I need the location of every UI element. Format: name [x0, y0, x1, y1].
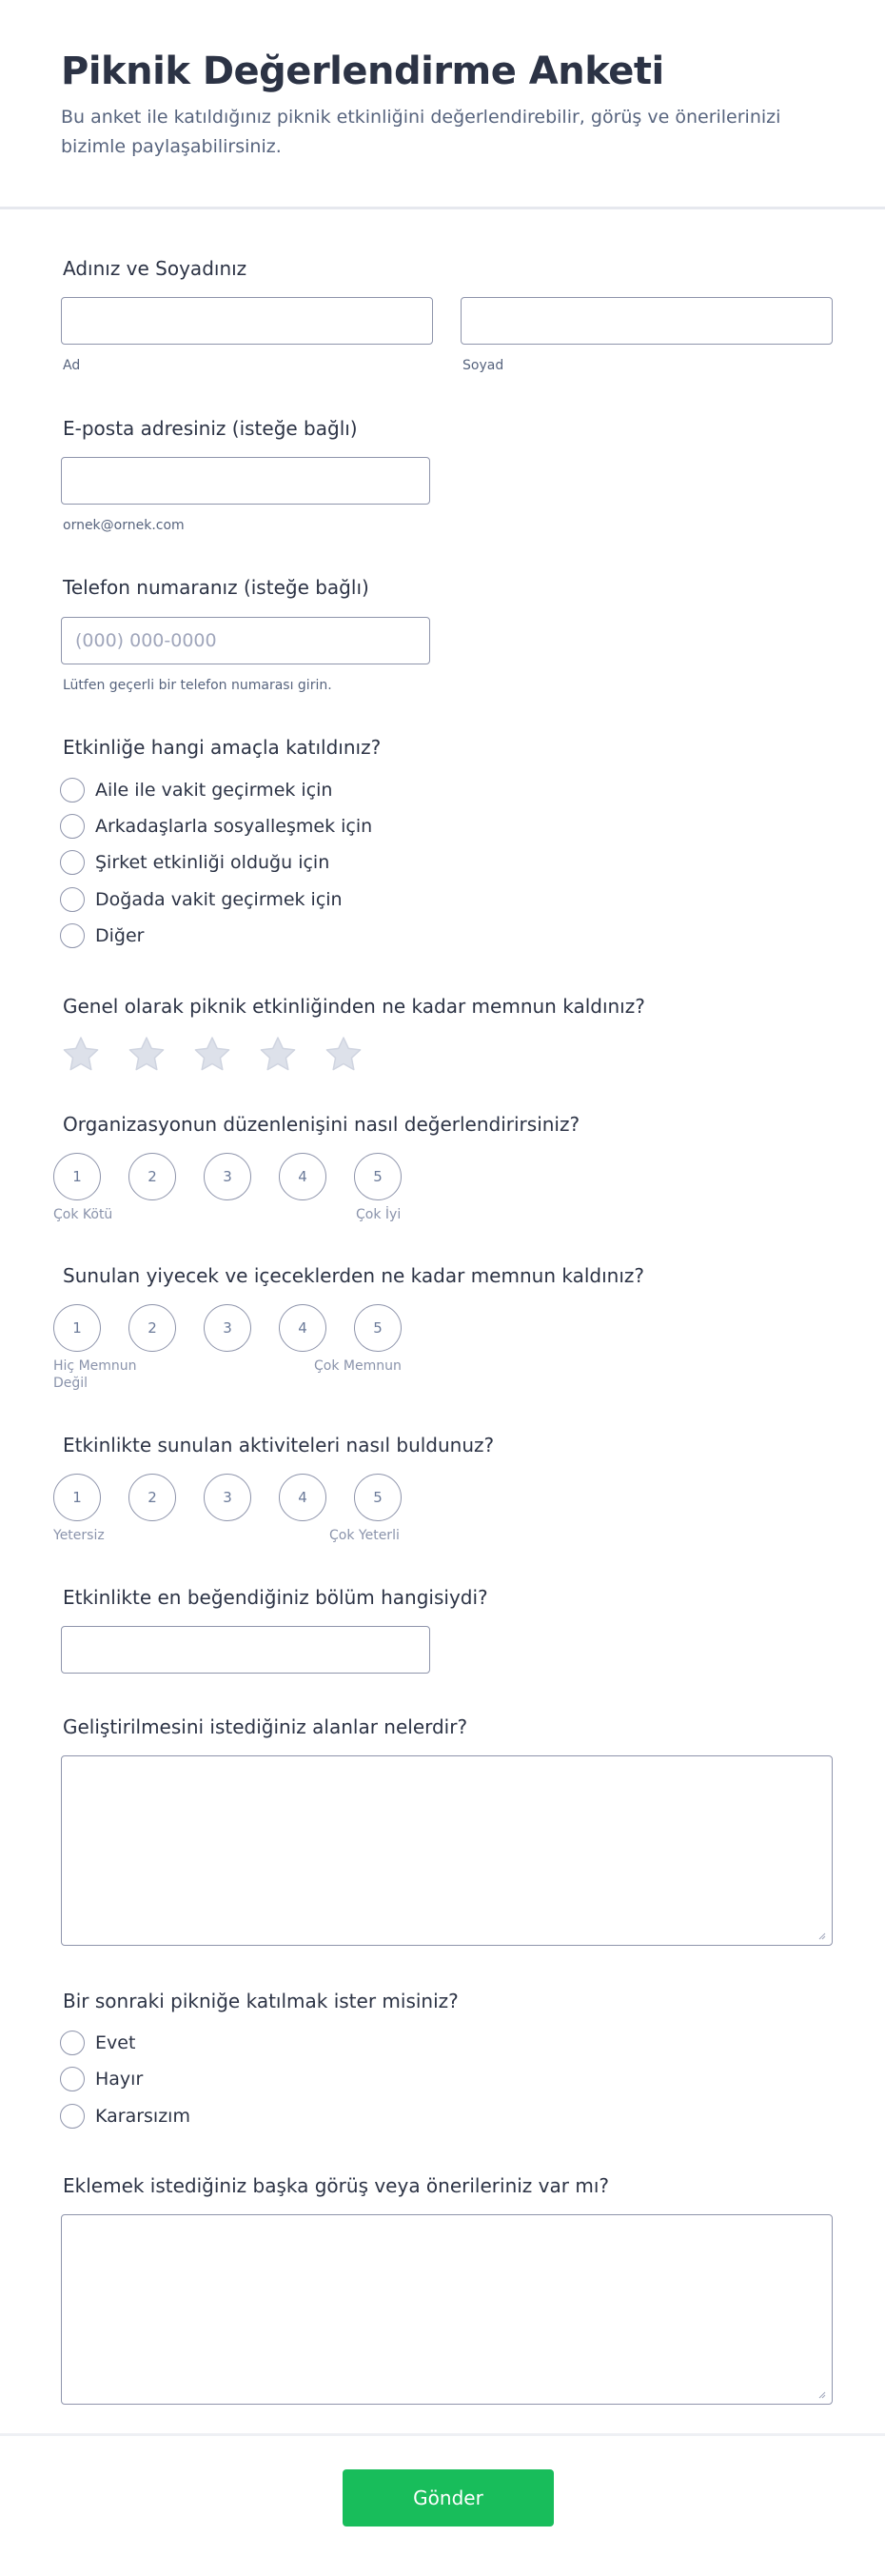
star-icon[interactable] — [257, 1034, 299, 1076]
last-name-sublabel: Soyad — [462, 358, 504, 373]
next-picnic-option[interactable] — [60, 2065, 143, 2093]
resize-handle-icon[interactable] — [816, 2389, 826, 2399]
scale-option[interactable]: 2 — [128, 1153, 176, 1200]
option-label: Arkadaşlarla sosyalleşmek için — [95, 816, 373, 837]
star-rating — [60, 1034, 388, 1076]
scale-option[interactable]: 3 — [204, 1153, 251, 1200]
scale-option[interactable]: 4 — [279, 1304, 326, 1352]
email-sublabel: ornek@ornek.com — [63, 518, 185, 533]
radio-button[interactable] — [60, 887, 85, 912]
scale-max-label: Çok Memnun — [314, 1358, 402, 1374]
satisfaction-question-label: Genel olarak piknik etkinliğinden ne kadar memnun kaldınız? — [63, 995, 645, 1018]
first-name-input[interactable] — [61, 297, 433, 345]
form-description: Bu anket ile katıldığınız piknik etkinliğini değerlendirebilir, görüş ve önerilerinizi bizimle paylaşabilirsiniz. — [61, 107, 781, 157]
star-icon[interactable] — [191, 1034, 233, 1076]
improvements-question-label: Geliştirilmesini istediğiniz alanlar nelerdir? — [63, 1715, 468, 1738]
purpose-option[interactable] — [60, 848, 329, 877]
radio-button[interactable] — [60, 2104, 85, 2129]
name-question-label: Adınız ve Soyadınız — [63, 257, 247, 280]
organization-question-label: Organizasyonun düzenlenişini nasıl değerlendirirsiniz? — [63, 1113, 580, 1136]
option-label: Hayır — [95, 2069, 144, 2090]
scale-option[interactable]: 2 — [128, 1304, 176, 1352]
activities-scale — [53, 1474, 429, 1521]
next-picnic-question-label: Bir sonraki pikniğe katılmak ister misiniz? — [63, 1990, 459, 2012]
purpose-question-label: Etkinliğe hangi amaçla katıldınız? — [63, 736, 382, 759]
scale-option[interactable]: 5 — [354, 1153, 402, 1200]
comments-textarea[interactable] — [61, 2214, 833, 2405]
radio-button[interactable] — [60, 778, 85, 803]
improvements-textarea[interactable] — [61, 1755, 833, 1946]
food-scale — [53, 1304, 429, 1352]
star-icon[interactable] — [126, 1034, 167, 1076]
radio-button[interactable] — [60, 850, 85, 875]
food-question-label: Sunulan yiyecek ve içeceklerden ne kadar memnun kaldınız? — [63, 1264, 644, 1287]
favorite-question-label: Etkinlikte en beğendiğiniz bölüm hangisiydi? — [63, 1586, 488, 1609]
favorite-input[interactable] — [61, 1626, 430, 1674]
form-header — [0, 0, 885, 209]
phone-input[interactable] — [61, 617, 430, 664]
scale-option[interactable]: 4 — [279, 1474, 326, 1521]
email-question-label: E-posta adresiniz (isteğe bağlı) — [63, 417, 358, 440]
radio-button[interactable] — [60, 2031, 85, 2055]
activities-question-label: Etkinlikte sunulan aktiviteleri nasıl buldunuz? — [63, 1434, 495, 1456]
scale-option[interactable]: 3 — [204, 1304, 251, 1352]
comments-question-label: Eklemek istediğiniz başka görüş veya önerileriniz var mı? — [63, 2174, 609, 2197]
organization-scale — [53, 1153, 429, 1200]
scale-option[interactable]: 2 — [128, 1474, 176, 1521]
scale-max-label: Çok Yeterli — [329, 1528, 400, 1543]
purpose-option[interactable] — [60, 776, 332, 804]
scale-option[interactable]: 4 — [279, 1153, 326, 1200]
next-picnic-option[interactable] — [60, 2102, 190, 2130]
option-label: Aile ile vakit geçirmek için — [95, 780, 333, 801]
scale-option[interactable]: 1 — [53, 1304, 101, 1352]
star-icon[interactable] — [60, 1034, 102, 1076]
next-picnic-option[interactable] — [60, 2029, 135, 2057]
scale-option[interactable]: 1 — [53, 1474, 101, 1521]
last-name-input[interactable] — [461, 297, 833, 345]
purpose-option[interactable] — [60, 885, 343, 914]
form-title: Piknik Değerlendirme Anketi — [61, 50, 664, 93]
resize-handle-icon[interactable] — [816, 1931, 826, 1940]
submit-button[interactable]: Gönder — [343, 2469, 554, 2526]
radio-button[interactable] — [60, 923, 85, 948]
phone-question-label: Telefon numaranız (isteğe bağlı) — [63, 576, 369, 599]
purpose-option[interactable] — [60, 921, 144, 950]
first-name-sublabel: Ad — [63, 358, 81, 373]
option-label: Kararsızım — [95, 2106, 190, 2127]
radio-button[interactable] — [60, 2067, 85, 2091]
scale-option[interactable]: 3 — [204, 1474, 251, 1521]
scale-min-label: Çok Kötü — [53, 1207, 113, 1222]
scale-min-label: Yetersiz — [53, 1528, 105, 1543]
scale-option[interactable]: 5 — [354, 1304, 402, 1352]
radio-button[interactable] — [60, 814, 85, 839]
purpose-option[interactable] — [60, 812, 372, 841]
option-label: Doğada vakit geçirmek için — [95, 889, 343, 910]
option-label: Diğer — [95, 925, 145, 946]
scale-max-label: Çok İyi — [356, 1207, 402, 1222]
email-input[interactable] — [61, 457, 430, 505]
option-label: Şirket etkinliği olduğu için — [95, 852, 330, 873]
phone-sublabel: Lütfen geçerli bir telefon numarası girin. — [63, 678, 332, 693]
scale-min-label: Hiç Memnun Değil — [53, 1358, 137, 1391]
scale-option[interactable]: 5 — [354, 1474, 402, 1521]
option-label: Evet — [95, 2032, 136, 2053]
scale-option[interactable]: 1 — [53, 1153, 101, 1200]
star-icon[interactable] — [323, 1034, 364, 1076]
